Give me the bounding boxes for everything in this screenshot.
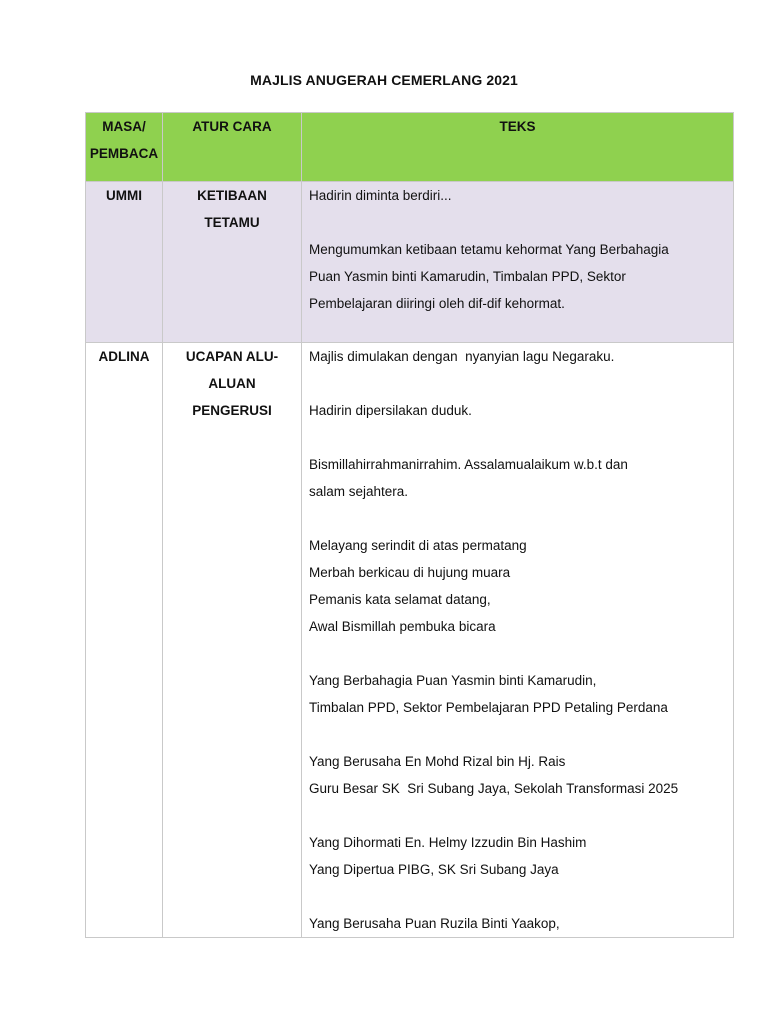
header-teks [302, 113, 734, 182]
header-masa-pembaca-label: MASA/ PEMBACA [89, 119, 159, 161]
text-line: Pembelajaran diiringi oleh dif-dif kehormat. [309, 296, 565, 311]
text-line: Timbalan PPD, Sektor Pembelajaran PPD Petaling Perdana [309, 700, 668, 715]
table-row [86, 343, 734, 938]
text-line: Awal Bismillah pembuka bicara [309, 619, 496, 634]
paragraph-gap [309, 802, 727, 829]
text-cell [302, 182, 734, 343]
text-line: Bismillahirrahmanirrahim. Assalamualaikum w.b.t dan [309, 457, 628, 472]
text-line: Yang Berusaha En Mohd Rizal bin Hj. Rais [309, 754, 566, 769]
header-masa-pembaca [86, 113, 163, 182]
paragraph-gap [309, 721, 727, 748]
program-cell [163, 182, 302, 343]
paragraph-gap [309, 640, 727, 667]
paragraph-gap [309, 505, 727, 532]
program-cell [163, 343, 302, 938]
table-header-row [86, 113, 734, 182]
text-line: Guru Besar SK Sri Subang Jaya, Sekolah Transformasi 2025 [309, 781, 679, 796]
document-title: MAJLIS ANUGERAH CEMERLANG 2021 [250, 72, 518, 88]
reader-cell [86, 343, 163, 938]
paragraph-gap [309, 370, 727, 397]
reader-name: UMMI [106, 188, 142, 203]
text-line: Pemanis kata selamat datang, [309, 592, 491, 607]
text-line: Melayang serindit di atas permatang [309, 538, 527, 553]
reader-cell [86, 182, 163, 343]
header-atur-cara-label: ATUR CARA [192, 119, 272, 134]
text-line: Mengumumkan ketibaan tetamu kehormat Yang Berbahagia [309, 242, 669, 257]
paragraph-gap [309, 424, 727, 451]
paragraph-gap [309, 209, 727, 236]
text-cell [302, 343, 734, 938]
text-line: Merbah berkicau di hujung muara [309, 565, 511, 580]
paragraph-gap [309, 883, 727, 910]
text-line: Yang Dihormati En. Helmy Izzudin Bin Hashim [309, 835, 587, 850]
program-label: KETIBAAN TETAMU [197, 188, 267, 230]
header-teks-label: TEKS [499, 119, 536, 134]
program-table [85, 112, 734, 938]
header-atur-cara [163, 113, 302, 182]
text-line: Yang Dipertua PIBG, SK Sri Subang Jaya [309, 862, 559, 877]
text-line: Majlis dimulakan dengan nyanyian lagu Negaraku. [309, 349, 615, 364]
table-row [86, 182, 734, 343]
text-line: Yang Berbahagia Puan Yasmin binti Kamarudin, [309, 673, 597, 688]
text-line: salam sejahtera. [309, 484, 409, 499]
text-line: Hadirin dipersilakan duduk. [309, 403, 472, 418]
text-line: Hadirin diminta berdiri... [309, 188, 452, 203]
text-line: Puan Yasmin binti Kamarudin, Timbalan PPD, Sektor [309, 269, 626, 284]
program-label: UCAPAN ALU- ALUAN PENGERUSI [185, 349, 279, 418]
text-line: Yang Berusaha Puan Ruzila Binti Yaakop, [309, 916, 560, 931]
reader-name: ADLINA [98, 349, 150, 364]
